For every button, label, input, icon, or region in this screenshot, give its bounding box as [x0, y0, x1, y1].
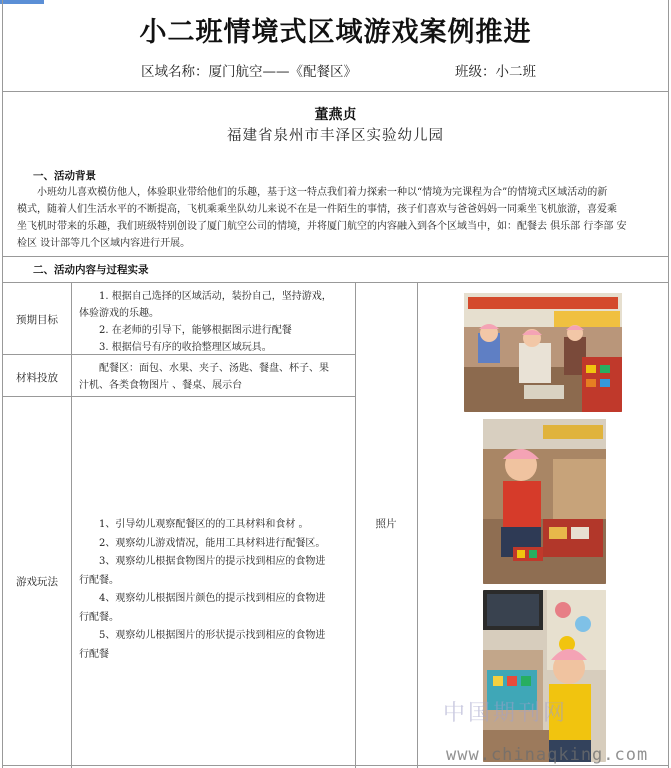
header-divider [3, 91, 668, 92]
gameplay-text [79, 516, 351, 664]
gameplay-line: 行配餐 [79, 648, 109, 660]
gameplay-line: 2、观察幼儿游戏情况，能用工具材料进行配餐区。 [99, 537, 326, 549]
school-name: 福建省泉州市丰泽区实验幼儿园 [227, 128, 444, 144]
class-name: 班级：小二班 [455, 64, 536, 80]
document-sheet [2, 0, 669, 768]
row-label-gameplay: 游戏玩法 [16, 576, 58, 588]
materials-line: 配餐区：面包、水果、夹子、汤匙、餐盘、杯子、果 [99, 363, 329, 374]
section-heading-content: 二、活动内容与过程实录 [33, 264, 149, 276]
background-paragraph [17, 184, 659, 252]
goals-text [79, 288, 351, 356]
author-name: 董燕贞 [314, 107, 357, 123]
table-row-divider [3, 396, 355, 397]
photo-girl-at-juice-counter [483, 590, 606, 762]
photo-children-at-counter [464, 293, 622, 412]
area-name: 区域名称：厦门航空——《配餐区》 [141, 64, 357, 80]
goals-line: 2. 在老师的引导下，能够根据图示进行配餐 [99, 325, 292, 336]
page-title: 小二班情境式区域游戏案例推进 [139, 17, 532, 48]
photo-column-label: 照片 [375, 518, 397, 530]
gameplay-line: 3、观察幼儿根据食物图片的提示找到相应的食物进 [99, 556, 326, 567]
row-label-goals: 预期目标 [16, 314, 58, 326]
gameplay-line: 行配餐。 [79, 611, 119, 623]
watermark-url: www.chinaqking.com [446, 745, 649, 765]
paragraph-line: 坐飞机时带来的乐趣，我们班级特别创设了厦门航空公司的情境，并将厦门航空的内容融入到各个区域当中，如：配餐去 俱乐部 行李部 安 [17, 221, 627, 232]
goals-line: 3. 根据信号有序的收拾整理区域玩具。 [99, 342, 272, 353]
goals-line: 1. 根据自己选择的区域活动，装扮自己，坚持游戏， [99, 291, 332, 302]
paragraph-line: 小班幼儿喜欢模仿他人，体验职业带给他们的乐趣，基于这一特点我们着力探索一种以“情境为完课程为合”的情境式区域活动的新 [37, 187, 608, 198]
materials-line: 汁机、各类食物图片 、餐桌、展示台 [79, 380, 243, 391]
gameplay-line: 1、引导幼儿观察配餐区的的工具材料和食材 。 [99, 519, 309, 530]
paragraph-line: 模式，随着人们生活水平的不断提高，飞机乘乘坐队幼儿来说不在是一件陌生的事情，孩子们喜欢与爸爸妈妈一同乘坐飞机旅游，喜爱乘 [17, 204, 617, 215]
goals-line: 体验游戏的乐趣。 [79, 308, 159, 319]
watermark-text: 中国期刊网 [443, 701, 569, 726]
table-column-divider [417, 282, 418, 768]
row-label-materials: 材料投放 [16, 372, 58, 384]
table-top-border [3, 282, 668, 283]
section-heading-background: 一、活动背景 [33, 170, 96, 182]
paragraph-line: 检区 设计部等几个区域内容进行开展。 [17, 238, 191, 249]
gameplay-line: 行配餐。 [79, 574, 119, 586]
gameplay-line: 4、观察幼儿根据图片颜色的提示找到相应的食物进 [99, 593, 326, 604]
section-divider [3, 256, 668, 257]
photo-boy-with-tray [483, 419, 606, 584]
materials-text [79, 360, 351, 394]
gameplay-line: 5、观察幼儿根据图片的形状提示找到相应的食物进 [99, 630, 326, 641]
table-bottom-border [3, 765, 668, 766]
